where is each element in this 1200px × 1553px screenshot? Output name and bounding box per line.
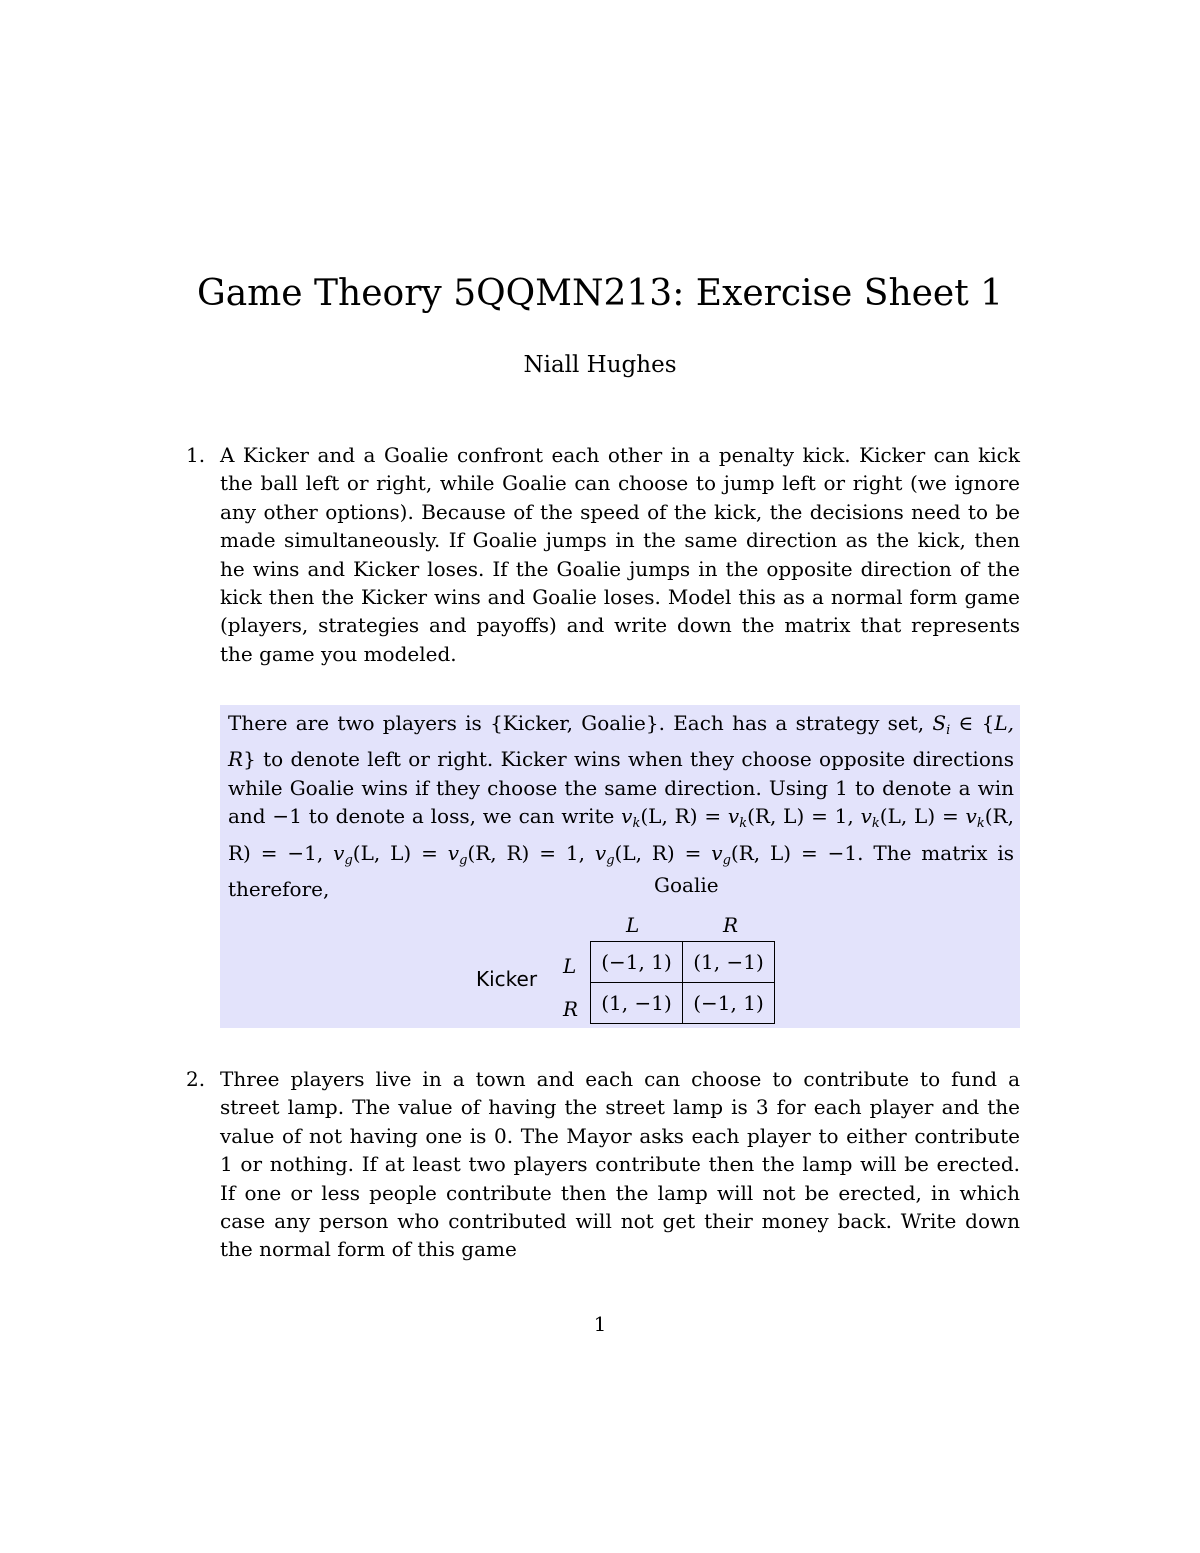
matrix-cell-ll: (−1, 1) (591, 942, 683, 983)
strategy-set-symbol (932, 711, 951, 738)
payoff-vk-1 (621, 804, 698, 832)
payoff-vg-2 (447, 840, 530, 868)
author-name: Niall Hughes (523, 352, 677, 378)
column-player-label: Goalie (654, 873, 719, 897)
answer-text-end: = −1. The matrix is therefore, (228, 840, 1015, 902)
math-subscript-g: g (606, 852, 615, 868)
exercise-2-text: Three players live in a town and each can choose to contribute to fund a street lamp. The value of having the street lamp is 3 for each player and the value of not having one is 0. The Mayor asks each player to either contribute 1 or nothing. If at least two players contribute then the lamp will be erected. If one or less people contribute then the lamp will not be erected, in which case any person who contributed will not get their money back. Write down the normal form of this game (220, 1067, 1020, 1262)
math-args: (L, L) (352, 840, 412, 865)
math-subscript-i: i (946, 723, 951, 738)
matrix-row-right (591, 983, 775, 1024)
equals-one: = 1, (804, 804, 861, 829)
matrix-cell-lr: (1, −1) (683, 942, 775, 983)
strategy-set-values: L, R (228, 711, 1014, 772)
exercise-2 (186, 1065, 1020, 1264)
math-v: v (447, 840, 460, 865)
math-args: (R, L) (747, 804, 805, 829)
answer-text-part: ∈ { (950, 711, 995, 735)
math-v: v (860, 804, 872, 829)
answer-text-part: } to denote left or right. Kicker wins when they choose opposite directions while Goalie wins if they choose the same direction. Using 1 to denote a win and −1 to denote a loss, we can write (228, 747, 1014, 829)
math-subscript-g: g (459, 852, 468, 868)
row-player-label: Kicker (476, 967, 538, 991)
equals: = (411, 840, 448, 865)
math-v: v (594, 840, 607, 865)
document-title: Game Theory 5QQMN213: Exercise Sheet 1 (196, 273, 1004, 314)
payoff-vg-3 (594, 840, 675, 868)
equals: = (697, 804, 728, 829)
payoff-vk-2 (727, 804, 805, 832)
row-strategy-right: R (563, 997, 579, 1021)
payoff-vg-1 (333, 840, 412, 868)
math-subscript-k: k (871, 816, 880, 832)
column-strategy-right: R (723, 913, 739, 937)
equals-one: = 1, (529, 840, 595, 865)
math-subscript-g: g (722, 852, 731, 868)
math-subscript-k: k (739, 816, 748, 832)
answer-1-text (228, 709, 1014, 903)
math-args: (R, L) (730, 840, 792, 865)
math-v: v (333, 840, 345, 865)
math-args: (R, R) (467, 840, 530, 865)
exercise-1-text: A Kicker and a Goalie confront each other in a penalty kick. Kicker can kick the ball left or right, while Goalie can choose to jump left or right (we ignore any other options). Because of the speed of the kick, the decisions need to be made simultaneously. If Goalie jumps in the same direction as the kick, then he wins and Kicker loses. If the Goalie jumps in the opposite direction of the kick then the Kicker wins and Goalie loses. Model this as a normal form game (players, strategies and payoffs) and write down the matrix that represents the game you modeled. (220, 443, 1020, 666)
answer-text-part: There are two players is {Kicker, Goalie}. Each has a strategy set, (228, 711, 933, 735)
math-v: v (711, 840, 723, 865)
exercise-1 (186, 441, 1020, 668)
exercise-1-number: 1. (186, 443, 206, 467)
page-number: 1 (593, 1312, 607, 1336)
math-S: S (932, 711, 947, 735)
math-args: (R, R) (228, 804, 1014, 865)
math-v: v (965, 804, 977, 829)
payoff-vk-3 (860, 804, 936, 832)
equals: = (674, 840, 712, 865)
math-subscript-k: k (632, 816, 641, 832)
math-args: (L, R) (614, 840, 675, 865)
matrix-cell-rr: (−1, 1) (683, 983, 775, 1024)
column-strategy-left: L (626, 913, 640, 937)
math-subscript-k: k (976, 816, 985, 832)
math-args: (L, L) (879, 804, 936, 829)
math-subscript-g: g (344, 852, 353, 868)
answer-1-box (220, 705, 1020, 1028)
equals-minus-one: = −1, (250, 840, 334, 865)
payoff-vg-4 (711, 840, 792, 868)
payoff-matrix (590, 941, 775, 1024)
math-v: v (621, 804, 633, 829)
math-args: (L, R) (640, 804, 698, 829)
matrix-cell-rl: (1, −1) (591, 983, 683, 1024)
exercise-2-number: 2. (186, 1067, 206, 1091)
math-v: v (727, 804, 740, 829)
row-strategy-left: L (563, 954, 577, 978)
equals: = (935, 804, 966, 829)
matrix-row-left (591, 942, 775, 983)
